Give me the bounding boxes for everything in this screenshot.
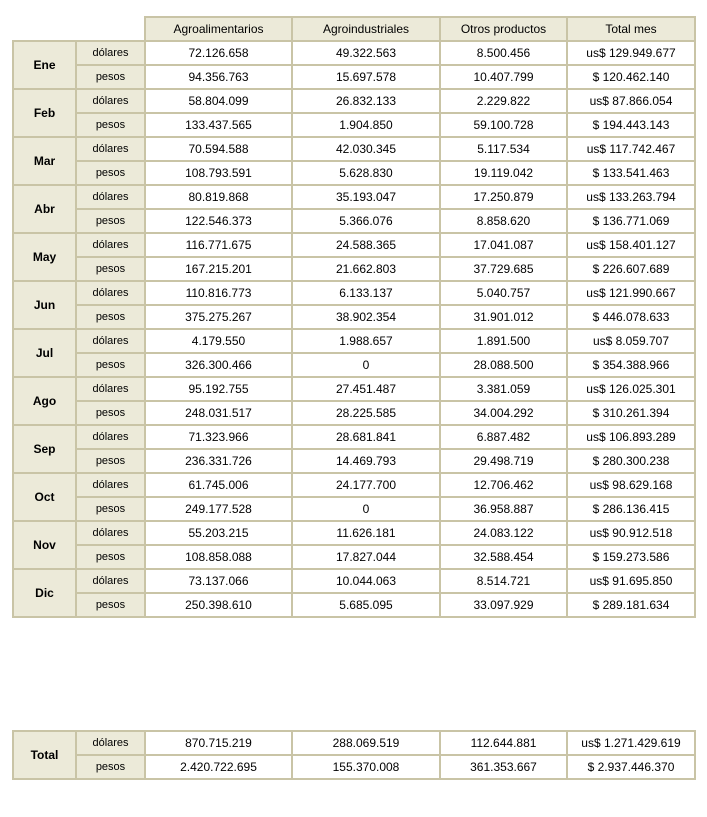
table-cell: 35.193.047 [292,185,440,209]
table-cell: 11.626.181 [292,521,440,545]
table-cell: $ 446.078.633 [567,305,695,329]
table-cell: 0 [292,353,440,377]
table-row [13,281,695,305]
table-cell: $ 133.541.463 [567,161,695,185]
total-row-pesos [13,755,695,779]
table-cell: 1.904.850 [292,113,440,137]
table-cell: 95.192.755 [145,377,292,401]
table-cell: 5.628.830 [292,161,440,185]
month-label: Nov [13,521,76,569]
table-cell: 61.745.006 [145,473,292,497]
table-cell: 2.420.722.695 [145,755,292,779]
unit-label: pesos [76,755,145,779]
table-cell: 17.250.879 [440,185,567,209]
table-cell: 8.514.721 [440,569,567,593]
table-cell: 167.215.201 [145,257,292,281]
table-cell: us$ 91.695.850 [567,569,695,593]
table-cell: us$ 90.912.518 [567,521,695,545]
table-cell: 236.331.726 [145,449,292,473]
table-row [13,353,695,377]
unit-label: dólares [76,425,145,449]
table-cell: 19.119.042 [440,161,567,185]
unit-label: dólares [76,569,145,593]
unit-label: pesos [76,257,145,281]
table-cell: us$ 1.271.429.619 [567,731,695,755]
table-row [13,113,695,137]
table-cell: 24.177.700 [292,473,440,497]
table-cell: 42.030.345 [292,137,440,161]
table-cell: us$ 106.893.289 [567,425,695,449]
table-cell: 33.097.929 [440,593,567,617]
table-cell: 2.229.822 [440,89,567,113]
table-cell: 1.988.657 [292,329,440,353]
table-cell: 361.353.667 [440,755,567,779]
header-total-mes: Total mes [567,17,695,41]
month-label: Ago [13,377,76,425]
month-label: May [13,233,76,281]
table-cell: $ 310.261.394 [567,401,695,425]
table-cell: us$ 98.629.168 [567,473,695,497]
month-label: Jul [13,329,76,377]
table-cell: 24.083.122 [440,521,567,545]
table-cell: 5.117.534 [440,137,567,161]
table-cell: 10.407.799 [440,65,567,89]
table-cell: 108.793.591 [145,161,292,185]
table-row [13,377,695,401]
table-cell: 5.366.076 [292,209,440,233]
unit-label: pesos [76,161,145,185]
table-cell: 17.041.087 [440,233,567,257]
unit-label: dólares [76,137,145,161]
table-cell: $ 136.771.069 [567,209,695,233]
unit-label: pesos [76,449,145,473]
month-label: Sep [13,425,76,473]
table-cell: us$ 158.401.127 [567,233,695,257]
table-row [13,161,695,185]
month-label: Feb [13,89,76,137]
unit-label: pesos [76,401,145,425]
table-row [13,185,695,209]
table-cell: 5.685.095 [292,593,440,617]
unit-label: dólares [76,473,145,497]
table-cell: 32.588.454 [440,545,567,569]
table-row [13,65,695,89]
table-cell: 133.437.565 [145,113,292,137]
table-cell: $ 226.607.689 [567,257,695,281]
table-cell: 55.203.215 [145,521,292,545]
table-cell: 326.300.466 [145,353,292,377]
table-cell: 8.500.456 [440,41,567,65]
table-cell: $ 2.937.446.370 [567,755,695,779]
table-cell: 10.044.063 [292,569,440,593]
month-label: Abr [13,185,76,233]
table-cell: 49.322.563 [292,41,440,65]
unit-label: dólares [76,281,145,305]
month-label: Jun [13,281,76,329]
table-cell: 37.729.685 [440,257,567,281]
table-row [13,545,695,569]
table-cell: 58.804.099 [145,89,292,113]
table-row [13,329,695,353]
unit-label: dólares [76,89,145,113]
table-row [13,473,695,497]
table-cell: 70.594.588 [145,137,292,161]
table-cell: 29.498.719 [440,449,567,473]
unit-label: dólares [76,731,145,755]
header-spacer [13,17,145,41]
table-cell: 5.040.757 [440,281,567,305]
table-cell: $ 280.300.238 [567,449,695,473]
table-cell: 112.644.881 [440,731,567,755]
table-cell: 3.381.059 [440,377,567,401]
table-row [13,89,695,113]
table-row [13,593,695,617]
table-cell: 288.069.519 [292,731,440,755]
table-cell: 31.901.012 [440,305,567,329]
table-cell: 0 [292,497,440,521]
table-cell: 21.662.803 [292,257,440,281]
table-cell: 59.100.728 [440,113,567,137]
table-cell: 108.858.088 [145,545,292,569]
table-cell: 72.126.658 [145,41,292,65]
table-cell: 248.031.517 [145,401,292,425]
table-cell: 110.816.773 [145,281,292,305]
month-label: Oct [13,473,76,521]
table-cell: 26.832.133 [292,89,440,113]
total-table [12,730,696,780]
unit-label: dólares [76,41,145,65]
table-cell: us$ 8.059.707 [567,329,695,353]
monthly-table [12,16,696,618]
table-cell: $ 194.443.143 [567,113,695,137]
table-cell: 1.891.500 [440,329,567,353]
header-agroindustriales: Agroindustriales [292,17,440,41]
table-cell: 73.137.066 [145,569,292,593]
unit-label: pesos [76,545,145,569]
total-label: Total [13,731,76,779]
table-row [13,41,695,65]
table-cell: 36.958.887 [440,497,567,521]
table-cell: $ 289.181.634 [567,593,695,617]
table-cell: 6.887.482 [440,425,567,449]
table-row [13,425,695,449]
table-cell: 27.451.487 [292,377,440,401]
table-cell: 4.179.550 [145,329,292,353]
table-row [13,209,695,233]
unit-label: pesos [76,113,145,137]
table-cell: 116.771.675 [145,233,292,257]
unit-label: pesos [76,305,145,329]
table-cell: us$ 117.742.467 [567,137,695,161]
table-cell: $ 286.136.415 [567,497,695,521]
table-cell: us$ 126.025.301 [567,377,695,401]
table-cell: us$ 133.263.794 [567,185,695,209]
unit-label: pesos [76,209,145,233]
table-row [13,521,695,545]
header-agroalimentarios: Agroalimentarios [145,17,292,41]
unit-label: dólares [76,233,145,257]
table-cell: $ 354.388.966 [567,353,695,377]
unit-label: pesos [76,593,145,617]
table-cell: 80.819.868 [145,185,292,209]
table-cell: us$ 87.866.054 [567,89,695,113]
header-otros-productos: Otros productos [440,17,567,41]
table-row [13,257,695,281]
table-cell: 122.546.373 [145,209,292,233]
unit-label: dólares [76,377,145,401]
table-cell: 38.902.354 [292,305,440,329]
table-row [13,305,695,329]
month-label: Ene [13,41,76,89]
table-cell: 94.356.763 [145,65,292,89]
unit-label: dólares [76,521,145,545]
table-cell: 71.323.966 [145,425,292,449]
table-row [13,401,695,425]
table-cell: 14.469.793 [292,449,440,473]
table-cell: 15.697.578 [292,65,440,89]
table-cell: 375.275.267 [145,305,292,329]
table-row [13,449,695,473]
table-cell: 6.133.137 [292,281,440,305]
table-cell: 28.088.500 [440,353,567,377]
unit-label: pesos [76,353,145,377]
table-cell: 155.370.008 [292,755,440,779]
unit-label: dólares [76,329,145,353]
table-cell: 28.225.585 [292,401,440,425]
unit-label: dólares [76,185,145,209]
unit-label: pesos [76,65,145,89]
table-cell: us$ 121.990.667 [567,281,695,305]
table-row [13,233,695,257]
table-row [13,137,695,161]
table-cell: $ 120.462.140 [567,65,695,89]
table-cell: us$ 129.949.677 [567,41,695,65]
table-cell: 12.706.462 [440,473,567,497]
header-row [13,17,695,41]
month-label: Mar [13,137,76,185]
table-cell: 28.681.841 [292,425,440,449]
table-cell: 250.398.610 [145,593,292,617]
table-row [13,569,695,593]
unit-label: pesos [76,497,145,521]
table-cell: 870.715.219 [145,731,292,755]
table-cell: 8.858.620 [440,209,567,233]
table-cell: 249.177.528 [145,497,292,521]
table-cell: 17.827.044 [292,545,440,569]
table-cell: $ 159.273.586 [567,545,695,569]
month-label: Dic [13,569,76,617]
total-row-dollars [13,731,695,755]
table-cell: 34.004.292 [440,401,567,425]
table-row [13,497,695,521]
table-cell: 24.588.365 [292,233,440,257]
